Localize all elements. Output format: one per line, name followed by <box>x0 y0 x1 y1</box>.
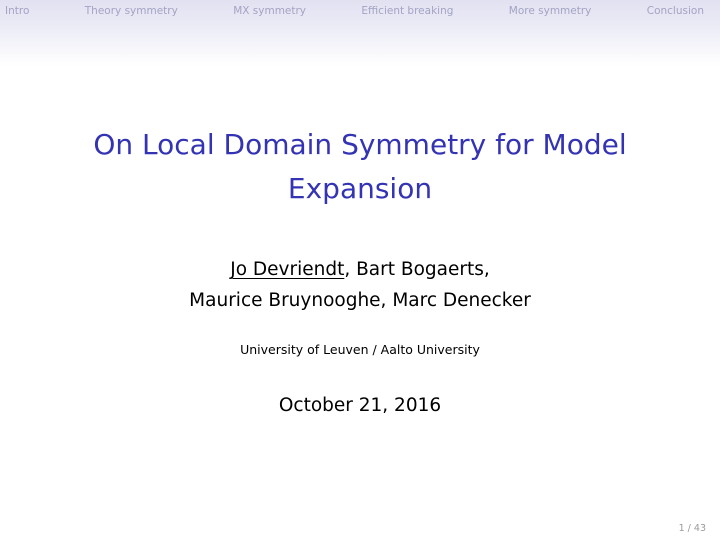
nav-item-intro[interactable]: Intro <box>5 5 30 17</box>
nav-item-more-symmetry[interactable]: More symmetry <box>508 5 592 17</box>
title-line-1: On Local Domain Symmetry for Model <box>93 128 627 161</box>
page-total: 43 <box>693 523 706 534</box>
section-navigation <box>0 3 720 19</box>
affiliation: University of Leuven / Aalto University <box>240 342 480 357</box>
presentation-title <box>60 123 660 211</box>
nav-item-efficient-breaking[interactable]: Efficient breaking <box>361 5 454 17</box>
nav-item-mx-symmetry[interactable]: MX symmetry <box>233 5 307 17</box>
page-current: 1 <box>678 523 685 534</box>
navigation-bar <box>0 0 720 66</box>
presenter-name: Jo Devriendt <box>230 259 345 280</box>
author-line-1 <box>60 254 660 285</box>
nav-item-conclusion[interactable]: Conclusion <box>646 5 704 17</box>
coauthors-line-1: , Bart Bogaerts, <box>344 259 490 280</box>
author-list <box>60 254 660 316</box>
page-number <box>679 523 706 535</box>
nav-item-theory-symmetry[interactable]: Theory symmetry <box>84 5 178 17</box>
title-line-2: Expansion <box>287 172 433 205</box>
presentation-date: October 21, 2016 <box>278 395 442 416</box>
author-line-2: Maurice Bruynooghe, Marc Denecker <box>189 290 531 311</box>
page-separator: / <box>684 523 694 534</box>
